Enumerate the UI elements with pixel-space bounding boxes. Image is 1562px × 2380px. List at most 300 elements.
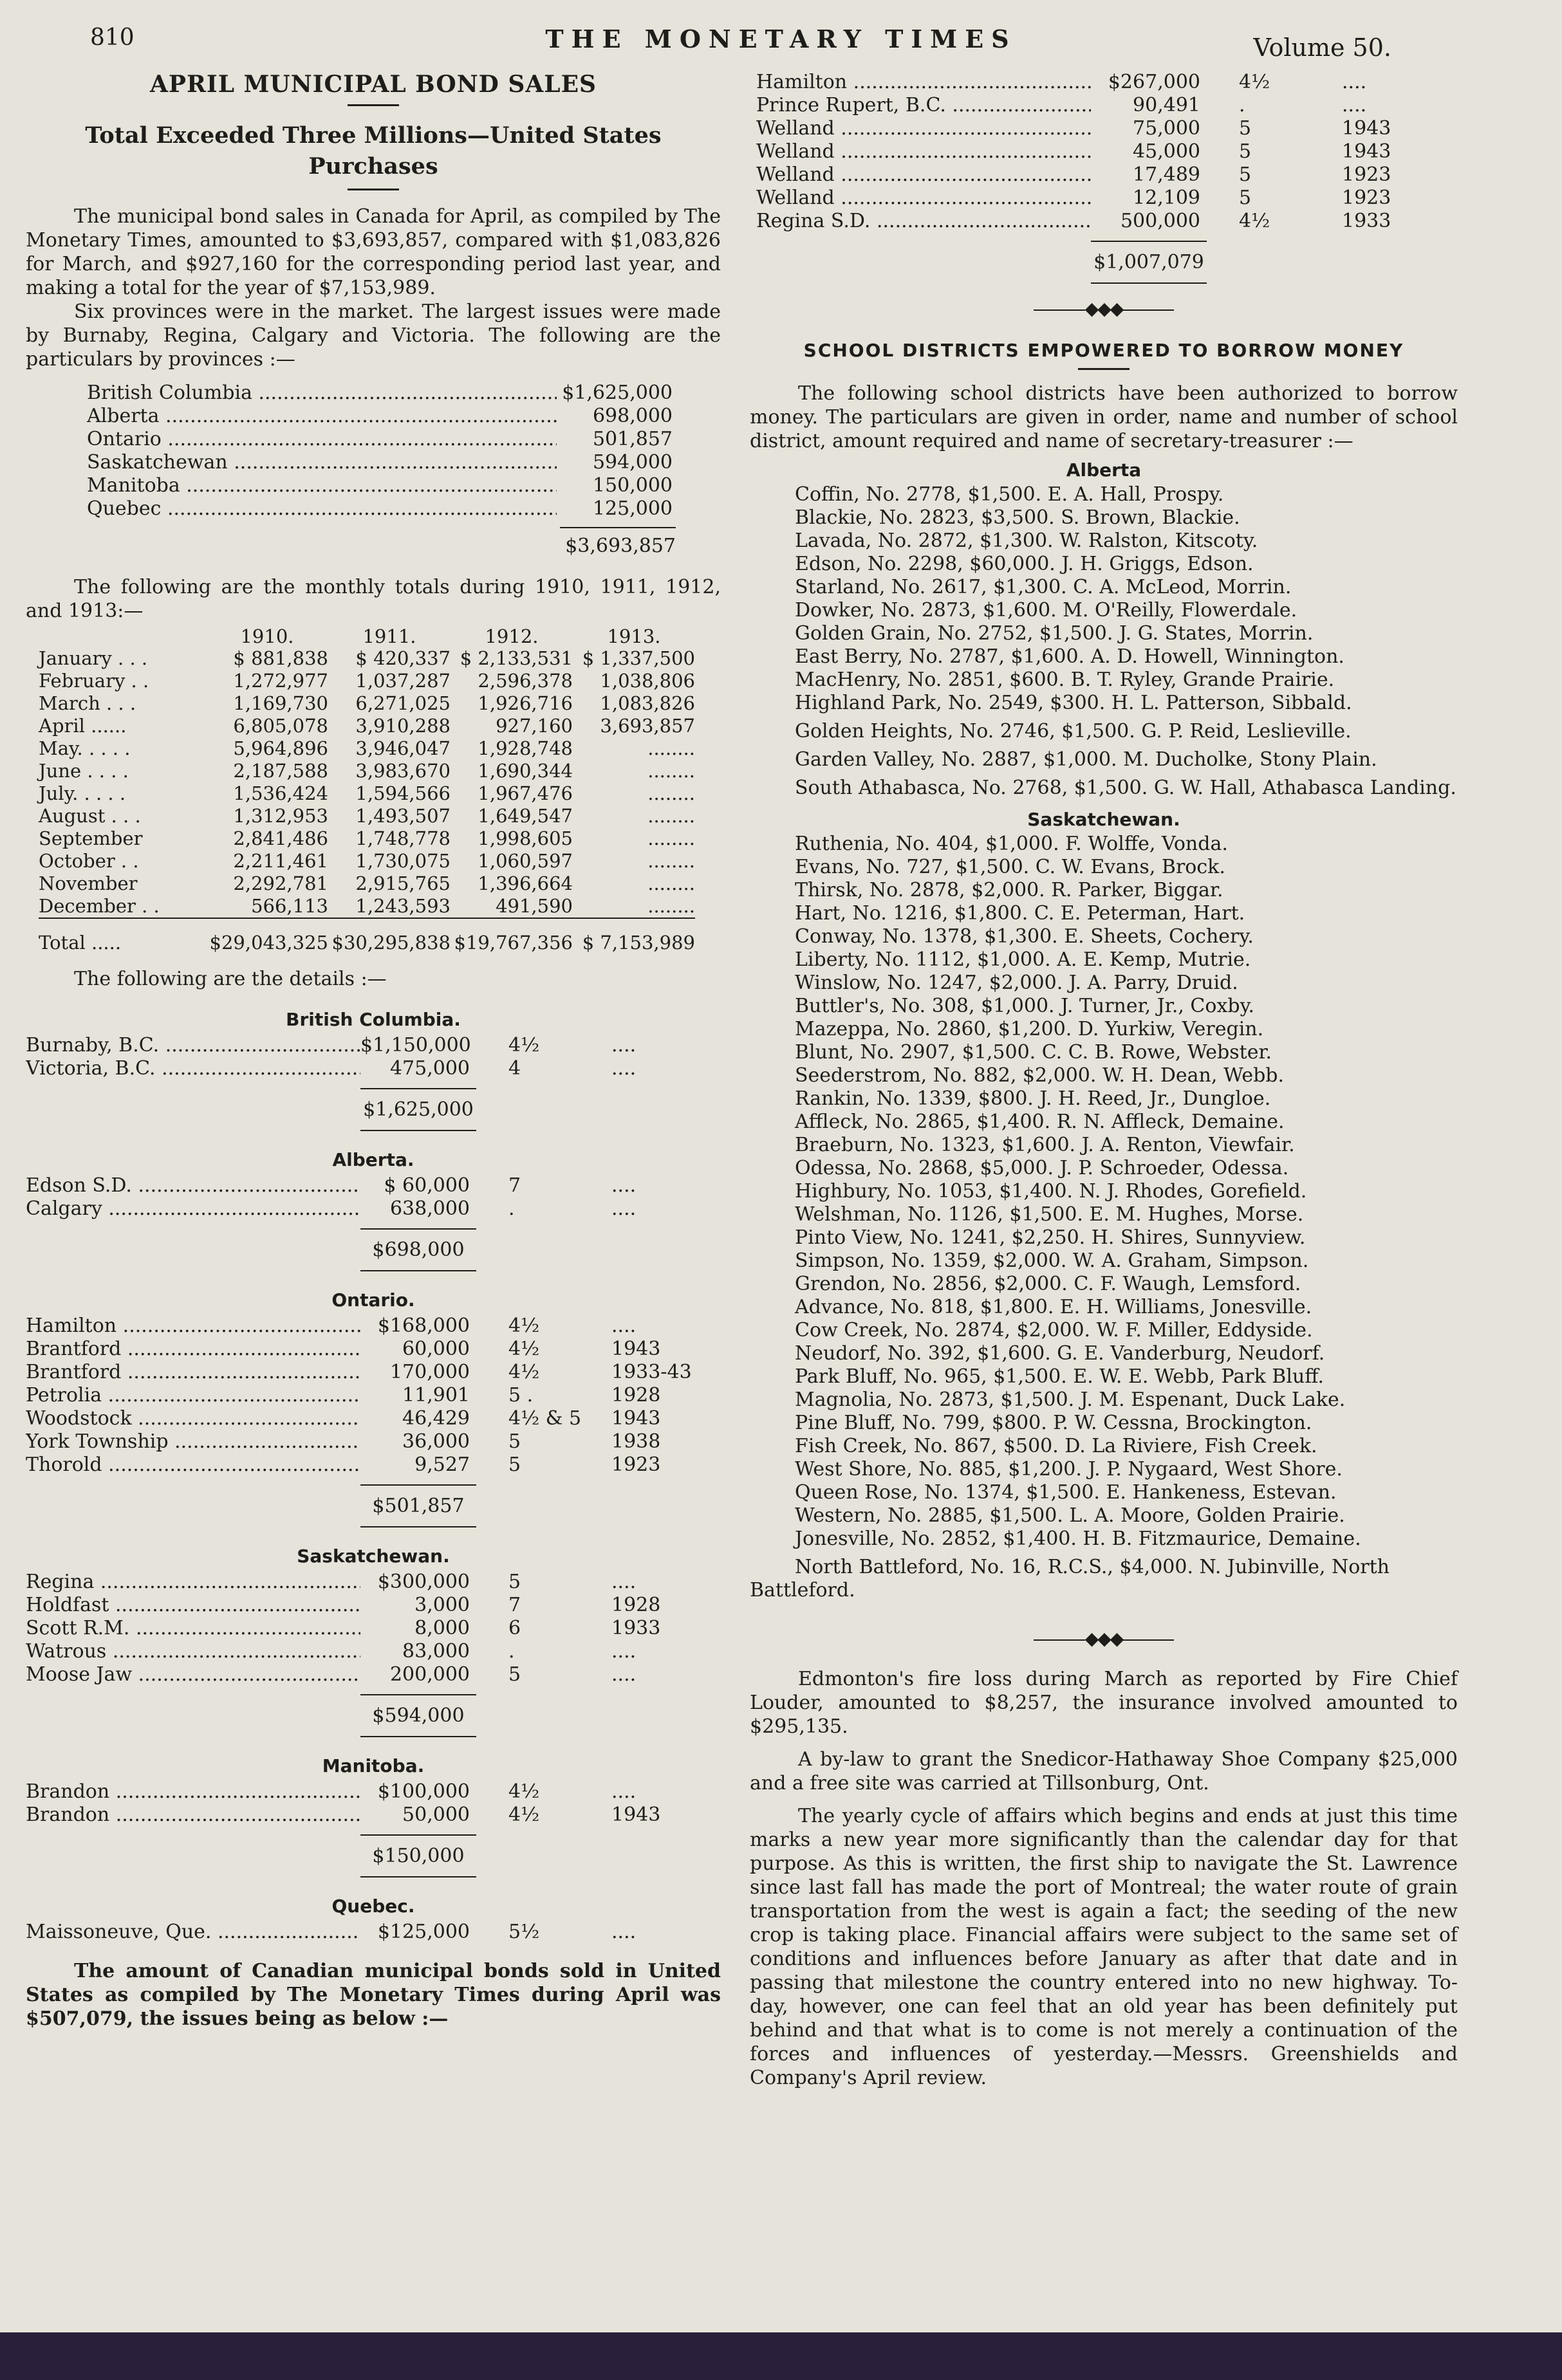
school-district-entry: Braeburn, No. 1323, $1,600. J. A. Renton, Viewfair. xyxy=(795,1134,1295,1156)
school-district-entry: North Battleford, No. 16, R.C.S., $4,000. N. Jubinville, North Battleford. xyxy=(750,1556,1390,1601)
volume-label: Volume 50. xyxy=(1253,33,1391,62)
month-label: February . . xyxy=(39,670,149,692)
alberta-school-list xyxy=(750,483,1458,692)
month-value: 6,271,025 xyxy=(355,692,451,714)
subtitle-rule xyxy=(348,189,399,190)
issue-amount: 8,000 xyxy=(414,1617,470,1639)
issue-amount: $1,150,000 xyxy=(360,1034,471,1056)
bond-issue-row xyxy=(26,1407,721,1430)
month-value: 1,926,716 xyxy=(478,692,573,714)
province-detail-heading: Alberta. xyxy=(332,1149,414,1170)
province-detail-heading: British Columbia. xyxy=(286,1009,461,1030)
month-label: December . . xyxy=(39,895,160,917)
school-district-entry: Hart, No. 1216, $1,800. C. E. Peterman, Hart. xyxy=(795,902,1245,925)
issue-rate: 5 xyxy=(1239,163,1252,186)
month-value: $ 2,133,531 xyxy=(460,647,573,669)
issue-maturity: .... xyxy=(611,1921,637,1943)
school-district-entry: Highland Park, No. 2549, $300. H. L. Patterson, Sibbald. xyxy=(795,692,1352,714)
right-column xyxy=(750,71,1458,2090)
province-summary-row xyxy=(87,451,673,474)
issue-amount: 75,000 xyxy=(1133,117,1200,140)
school-district-entry: Edson, No. 2298, $60,000. J. H. Griggs, Edson. xyxy=(795,553,1254,575)
section-ornament: ◆◆◆ xyxy=(750,298,1458,319)
school-district-entry: Jonesville, No. 2852, $1,400. H. B. Fitzmaurice, Demaine. xyxy=(795,1527,1361,1550)
issue-maturity: 1928 xyxy=(611,1384,661,1407)
province-name: Quebec ..... xyxy=(87,497,557,521)
province-detail-total: $501,857 xyxy=(360,1484,476,1527)
bond-issue-row xyxy=(26,1034,721,1057)
bond-issue-row xyxy=(26,1197,721,1221)
school-district-entry: Buttler's, No. 308, $1,000. J. Turner, Jr., Coxby. xyxy=(795,995,1255,1017)
us-issue-row xyxy=(756,210,1458,233)
year-header: 1910. xyxy=(240,625,294,647)
issue-maturity: 1933 xyxy=(1342,210,1391,232)
issue-amount: $100,000 xyxy=(377,1780,470,1803)
province-summary-row xyxy=(87,428,673,451)
month-value: 1,243,593 xyxy=(355,895,451,917)
edmonton-fire-item: Edmonton's fire loss during March as reported by Fire Chief Louder, amounted to $8,257, the insurance involved amounted to $295,135. xyxy=(750,1668,1458,1738)
issue-rate: 4½ xyxy=(508,1338,540,1360)
issue-rate: 6 xyxy=(508,1617,521,1639)
issue-name: Edson S.D. ..... xyxy=(26,1174,360,1197)
school-district-entry: Golden Heights, No. 2746, $1,500. G. P. Reid, Leslieville. xyxy=(795,720,1352,743)
title-rule xyxy=(348,104,399,106)
issue-amount: $300,000 xyxy=(377,1571,470,1593)
issue-amount: 475,000 xyxy=(389,1057,470,1080)
month-value: 1,998,605 xyxy=(478,827,573,849)
news-ornament: ◆◆◆ xyxy=(750,1628,1458,1649)
issue-amount: 36,000 xyxy=(402,1430,470,1453)
province-summary-list xyxy=(87,382,673,521)
total-label: Total ..... xyxy=(39,918,206,954)
school-district-entry: Western, No. 2885, $1,500. L. A. Moore, Golden Prairie. xyxy=(795,1504,1345,1527)
month-value: 3,983,670 xyxy=(355,760,451,782)
article-title: APRIL MUNICIPAL BOND SALES xyxy=(149,71,597,98)
month-value: 1,536,424 xyxy=(233,782,328,804)
month-value: 6,805,078 xyxy=(233,715,328,737)
issue-rate: 5 xyxy=(508,1571,521,1593)
total-value: $30,295,838 xyxy=(328,918,451,954)
province-summary-row xyxy=(87,405,673,428)
issue-rate: 4½ xyxy=(508,1780,540,1803)
province-detail-heading: Manitoba. xyxy=(322,1755,425,1776)
month-value: 1,594,566 xyxy=(355,782,451,804)
province-amount: 150,000 xyxy=(592,474,673,497)
issue-name: Holdfast ..... xyxy=(26,1594,360,1617)
issue-maturity: 1943 xyxy=(611,1338,661,1360)
issue-rate: 4½ xyxy=(508,1034,540,1056)
monthly-row xyxy=(39,647,695,670)
province-amount: 501,857 xyxy=(592,428,673,450)
issue-amount: 50,000 xyxy=(402,1803,470,1826)
month-value: 1,730,075 xyxy=(355,850,451,872)
school-district-entry: Blunt, No. 2907, $1,500. C. C. B. Rowe, Webster. xyxy=(795,1041,1272,1064)
masthead: THE MONETARY TIMES xyxy=(545,24,1017,53)
issue-maturity: 1943 xyxy=(1342,117,1391,140)
issue-maturity: .... xyxy=(611,1780,637,1803)
left-column xyxy=(26,71,721,2031)
province-summary-row xyxy=(87,497,673,521)
bond-issue-row xyxy=(26,1571,721,1594)
bond-issue-row xyxy=(26,1640,721,1663)
issue-amount: 11,901 xyxy=(402,1384,470,1407)
monthly-header-row xyxy=(39,625,695,647)
issue-amount: 200,000 xyxy=(389,1663,470,1686)
monthly-row xyxy=(39,872,695,895)
province-amount: $1,625,000 xyxy=(562,382,673,404)
issue-name: Welland ..... xyxy=(756,187,1091,210)
page-number: 810 xyxy=(90,24,135,51)
issue-rate: 4 xyxy=(508,1057,521,1080)
issue-rate: 4½ xyxy=(1239,71,1270,93)
issue-name: Welland ..... xyxy=(756,163,1091,187)
intro-paragraph: The municipal bond sales in Canada for April, as compiled by The Monetary Times, amounted to $3,693,857, compared with $1,083,826 for March, and $927,160 for the corresponding period last year, and making a total for the year of $7,153,989. xyxy=(26,205,721,299)
month-value: 1,038,806 xyxy=(600,670,695,692)
month-value: 2,187,588 xyxy=(233,760,328,782)
bond-issue-row xyxy=(26,1338,721,1361)
bond-issue-row xyxy=(26,1921,721,1944)
bond-issue-row xyxy=(26,1361,721,1384)
alberta-heading: Alberta xyxy=(1066,459,1142,481)
bond-issue-row xyxy=(26,1803,721,1827)
us-issue-row xyxy=(756,117,1458,140)
bond-issue-row xyxy=(26,1315,721,1338)
issue-amount: 90,491 xyxy=(1133,94,1200,116)
month-value: 1,060,597 xyxy=(478,850,573,872)
month-value: 1,748,778 xyxy=(355,827,451,849)
province-detail-total: $1,625,000 xyxy=(360,1088,476,1131)
us-issue-row xyxy=(756,163,1458,187)
issue-name: Scott R.M. ..... xyxy=(26,1617,360,1640)
saskatchewan-heading: Saskatchewan. xyxy=(1027,809,1180,830)
month-value: 1,493,507 xyxy=(355,805,451,827)
school-district-entry: Ruthenia, No. 404, $1,000. F. Wolffe, Vonda. xyxy=(795,833,1228,855)
month-value: ........ xyxy=(647,737,695,759)
school-district-entry: South Athabasca, No. 2768, $1,500. G. W. Hall, Athabasca Landing. xyxy=(795,777,1456,799)
issue-maturity: 1943 xyxy=(611,1803,661,1826)
school-district-entry: Fish Creek, No. 867, $500. D. La Riviere, Fish Creek. xyxy=(795,1435,1317,1457)
issue-maturity: .... xyxy=(611,1315,637,1337)
issue-amount: 83,000 xyxy=(402,1640,470,1663)
issue-rate: 7 xyxy=(508,1174,521,1197)
monthly-row xyxy=(39,670,695,692)
school-district-entry: Blackie, No. 2823, $3,500. S. Brown, Blackie. xyxy=(795,506,1240,529)
us-issue-row xyxy=(756,94,1458,117)
total-value: $19,767,356 xyxy=(451,918,573,954)
province-name: Alberta ..... xyxy=(87,405,557,428)
month-value: 491,590 xyxy=(496,895,573,917)
bond-issue-row xyxy=(26,1174,721,1197)
province-amount: 125,000 xyxy=(592,497,673,520)
province-detail-heading: Quebec. xyxy=(331,1896,415,1917)
month-value: ........ xyxy=(647,895,695,917)
us-paragraph: The amount of Canadian municipal bonds sold in United States as compiled by The Monetary Times during April was $507,079, the issues being as below :— xyxy=(26,1960,721,2030)
issue-name: Woodstock ..... xyxy=(26,1407,360,1430)
school-district-entry: Queen Rose, No. 1374, $1,500. E. Hankeness, Estevan. xyxy=(795,1481,1337,1504)
issue-rate: 5 . xyxy=(508,1384,534,1407)
issue-amount: 3,000 xyxy=(414,1594,470,1616)
issue-maturity: .... xyxy=(611,1174,637,1197)
issue-maturity: 1923 xyxy=(1342,187,1391,209)
issue-name: Brandon ..... xyxy=(26,1803,360,1827)
month-value: 566,113 xyxy=(251,895,328,917)
month-value: 2,211,461 xyxy=(233,850,328,872)
issue-name: Hamilton ..... xyxy=(26,1315,360,1338)
monthly-row xyxy=(39,760,695,782)
month-value: $ 420,337 xyxy=(355,647,451,669)
month-value: 5,964,896 xyxy=(233,737,328,759)
saskatchewan-school-list xyxy=(750,833,1458,1527)
issue-maturity: .... xyxy=(611,1034,637,1056)
month-value: $ 881,838 xyxy=(233,647,328,669)
issue-name: York Township ..... xyxy=(26,1430,360,1453)
bond-issue-row xyxy=(26,1663,721,1686)
month-value: 1,169,730 xyxy=(233,692,328,714)
issue-name: Thorold ..... xyxy=(26,1453,360,1477)
monthly-paragraph: The following are the monthly totals during 1910, 1911, 1912, and 1913:— xyxy=(26,576,721,622)
issue-amount: $267,000 xyxy=(1108,71,1200,93)
school-district-entry: Neudorf, No. 392, $1,600. G. E. Vanderburg, Neudorf. xyxy=(795,1342,1325,1365)
school-district-entry: East Berry, No. 2787, $1,600. A. D. Howell, Winnington. xyxy=(795,645,1344,668)
issue-rate: 5½ xyxy=(508,1921,540,1943)
month-value: 1,037,287 xyxy=(355,670,451,692)
bond-issue-row xyxy=(26,1617,721,1640)
issue-name: Burnaby, B.C. ..... xyxy=(26,1034,360,1057)
month-value: 1,312,953 xyxy=(233,805,328,827)
monthly-row xyxy=(39,895,695,918)
month-label: April ...... xyxy=(39,715,127,737)
bond-issue-row xyxy=(26,1453,721,1477)
school-district-entry: Simpson, No. 1359, $2,000. W. A. Graham, Simpson. xyxy=(795,1250,1309,1272)
school-district-entry: Rankin, No. 1339, $800. J. H. Reed, Jr., Dungloe. xyxy=(795,1087,1271,1110)
issue-name: Maissoneuve, Que. ..... xyxy=(26,1921,360,1944)
issue-name: Regina ..... xyxy=(26,1571,360,1594)
school-district-entry: Coffin, No. 2778, $1,500. E. A. Hall, Prospy. xyxy=(795,483,1224,506)
issue-rate: 5 xyxy=(1239,117,1252,140)
month-label: March . . . xyxy=(39,692,136,714)
month-value: 2,292,781 xyxy=(233,872,328,894)
issue-maturity: 1933 xyxy=(611,1617,661,1639)
province-name: Ontario ..... xyxy=(87,428,557,451)
us-issue-row xyxy=(756,140,1458,163)
month-value: ........ xyxy=(647,850,695,872)
school-district-entry: Seederstrom, No. 882, $2,000. W. H. Dean, Webb. xyxy=(795,1064,1285,1087)
province-detail-heading: Ontario. xyxy=(331,1289,415,1311)
school-intro: The following school districts have been authorized to borrow money. The particulars are given in order, name and number of school district, amount required and name of secretary-treasurer :— xyxy=(750,382,1458,452)
province-detail-heading: Saskatchewan. xyxy=(297,1545,450,1567)
school-districts-title: SCHOOL DISTRICTS EMPOWERED TO BORROW MONEY xyxy=(803,340,1404,361)
issue-amount: 638,000 xyxy=(389,1197,470,1220)
school-district-entry: Pinto View, No. 1241, $2,250. H. Shires, Sunnyview. xyxy=(795,1226,1306,1249)
issue-name: Watrous ..... xyxy=(26,1640,360,1663)
monthly-row xyxy=(39,782,695,805)
issue-amount: 45,000 xyxy=(1133,140,1200,163)
issue-name: Welland ..... xyxy=(756,140,1091,163)
issue-name: Brantford ..... xyxy=(26,1338,360,1361)
month-value: 1,928,748 xyxy=(478,737,573,759)
month-label: June . . . . xyxy=(39,760,129,782)
school-district-entry: Advance, No. 818, $1,800. E. H. Williams, Jonesville. xyxy=(795,1296,1312,1318)
month-value: 1,967,476 xyxy=(478,782,573,804)
month-value: ........ xyxy=(647,872,695,894)
issue-rate: 7 xyxy=(508,1594,521,1616)
issue-amount: 46,429 xyxy=(402,1407,470,1430)
us-issue-row xyxy=(756,187,1458,210)
issue-name: Victoria, B.C. ..... xyxy=(26,1057,360,1080)
issue-amount: 9,527 xyxy=(414,1453,470,1476)
month-value: ........ xyxy=(647,782,695,804)
province-name: Saskatchewan ..... xyxy=(87,451,557,474)
bond-issue-row xyxy=(26,1594,721,1617)
issue-rate: . xyxy=(1239,94,1245,116)
issue-amount: 12,109 xyxy=(1133,187,1200,209)
issue-amount: $125,000 xyxy=(377,1921,470,1943)
issue-amount: 500,000 xyxy=(1120,210,1200,232)
bond-issue-row xyxy=(26,1780,721,1803)
province-detail-total: $150,000 xyxy=(360,1834,476,1877)
issue-name: Moose Jaw ..... xyxy=(26,1663,360,1686)
school-district-entry: Evans, No. 727, $1,500. C. W. Evans, Brock. xyxy=(795,856,1225,878)
issue-name: Hamilton ..... xyxy=(756,71,1091,94)
school-district-entry: Golden Grain, No. 2752, $1,500. J. G. States, Morrin. xyxy=(795,622,1314,645)
issue-name: Regina S.D. ..... xyxy=(756,210,1091,233)
school-district-entry: Park Bluff, No. 965, $1,500. E. W. E. Webb, Park Bluff. xyxy=(795,1365,1325,1388)
province-summary-total: $3,693,857 xyxy=(560,527,676,557)
monthly-row xyxy=(39,850,695,872)
province-summary-row xyxy=(87,474,673,497)
month-label: July. . . . . xyxy=(39,782,126,804)
month-value: 3,910,288 xyxy=(355,715,451,737)
year-header: 1912. xyxy=(485,625,539,647)
issue-maturity: 1943 xyxy=(1342,140,1391,163)
monthly-row xyxy=(39,805,695,827)
issue-maturity: 1923 xyxy=(1342,163,1391,186)
issue-name: Calgary ..... xyxy=(26,1197,360,1221)
issue-amount: 17,489 xyxy=(1133,163,1200,186)
us-issue-row xyxy=(756,71,1458,94)
april-review-item: The yearly cycle of affairs which begins and ends at just this time marks a new year more significantly than the calendar day for that purpose. As this is written, the first ship to navigate the St. Lawrence since last fall has made the port of Montreal; the water route of grain transportation from the west is again a fact; the seeding of the new crop is taking place. Financial affairs were subject to the same set of conditions and influences before January as after that date and in passing that milestone the country entered into no new highway. To-day, however, one can feel that an old year has been definitely put behind and that what is to come is not merely a continuation of the forces and influences of yesterday.—Messrs. Greenshields and Company's April review. xyxy=(750,1805,1458,2089)
school-district-entry: Grendon, No. 2856, $2,000. C. F. Waugh, Lemsford. xyxy=(795,1273,1301,1295)
monthly-totals-table xyxy=(39,625,695,954)
month-value: 927,160 xyxy=(496,715,573,737)
issue-maturity: 1938 xyxy=(611,1430,661,1453)
issue-rate: 5 xyxy=(508,1453,521,1476)
school-district-entry: Highbury, No. 1053, $1,400. N. J. Rhodes, Gorefield. xyxy=(795,1180,1307,1203)
issue-rate: 4½ xyxy=(508,1361,540,1383)
school-district-entry: Mazeppa, No. 2860, $1,200. D. Yurkiw, Veregin. xyxy=(795,1018,1264,1040)
school-district-entry: Winslow, No. 1247, $2,000. J. A. Parry, Druid. xyxy=(795,972,1238,994)
issue-rate: 4½ & 5 xyxy=(508,1407,582,1430)
issue-maturity: 1943 xyxy=(611,1407,661,1430)
school-district-entry: Odessa, No. 2868, $5,000. J. P. Schroeder, Odessa. xyxy=(795,1157,1289,1179)
us-issues-total: $1,007,079 xyxy=(1091,241,1207,284)
issue-name: Brandon ..... xyxy=(26,1780,360,1803)
school-district-entry: Conway, No. 1378, $1,300. E. Sheets, Cochery. xyxy=(795,925,1254,948)
bond-issue-row xyxy=(26,1384,721,1407)
total-value: $29,043,325 xyxy=(206,918,328,954)
provinces-paragraph: Six provinces were in the market. The largest issues were made by Burnaby, Regina, Calgary and Victoria. The following are the particulars by provinces :— xyxy=(26,300,721,371)
monthly-row xyxy=(39,692,695,715)
article-subtitle: Total Exceeded Three Millions—United States Purchases xyxy=(85,122,662,180)
issue-amount: $ 60,000 xyxy=(384,1174,470,1197)
province-summary-row xyxy=(87,382,673,405)
bond-issue-row xyxy=(26,1430,721,1453)
monthly-row xyxy=(39,737,695,760)
school-district-entry: MacHenry, No. 2851, $600. B. T. Ryley, Grande Prairie. xyxy=(795,669,1335,691)
school-district-entry: Garden Valley, No. 2887, $1,000. M. Ducholke, Stony Plain. xyxy=(795,748,1377,771)
month-value: ........ xyxy=(647,760,695,782)
month-value: $ 1,337,500 xyxy=(582,647,695,669)
month-label: August . . . xyxy=(39,805,141,827)
month-value: 2,841,486 xyxy=(233,827,328,849)
month-value: 1,083,826 xyxy=(600,692,695,714)
month-value: 1,396,664 xyxy=(478,872,573,894)
issue-maturity: .... xyxy=(1342,71,1367,93)
school-title-rule xyxy=(1078,368,1130,370)
school-district-entry: Dowker, No. 2873, $1,600. M. O'Reilly, Flowerdale. xyxy=(795,599,1297,622)
issue-maturity: .... xyxy=(611,1571,637,1593)
issue-name: Welland ..... xyxy=(756,117,1091,140)
monthly-header-blank xyxy=(39,625,206,647)
issue-rate: 5 xyxy=(1239,187,1252,209)
school-district-entry: West Shore, No. 885, $1,200. J. P. Nygaard, West Shore. xyxy=(795,1458,1343,1481)
issue-maturity: 1928 xyxy=(611,1594,661,1616)
details-section xyxy=(26,1009,721,1944)
province-amount: 698,000 xyxy=(592,405,673,427)
details-intro: The following are the details :— xyxy=(74,968,387,990)
issue-name: Petrolia ..... xyxy=(26,1384,360,1407)
province-amount: 594,000 xyxy=(592,451,673,474)
province-detail-total: $698,000 xyxy=(360,1228,476,1271)
issue-amount: 60,000 xyxy=(402,1338,470,1360)
issue-rate: . xyxy=(508,1197,515,1220)
month-value: 2,915,765 xyxy=(355,872,451,894)
us-issues-list xyxy=(750,71,1458,233)
issue-maturity: .... xyxy=(611,1057,637,1080)
month-value: 3,946,047 xyxy=(355,737,451,759)
issue-rate: 5 xyxy=(508,1663,521,1686)
issue-name: Brantford ..... xyxy=(26,1361,360,1384)
monthly-row xyxy=(39,715,695,737)
year-header: 1911. xyxy=(362,625,416,647)
issue-rate: 4½ xyxy=(508,1803,540,1826)
issue-amount: 170,000 xyxy=(389,1361,470,1383)
total-value: $ 7,153,989 xyxy=(573,918,695,954)
school-district-entry: Cow Creek, No. 2874, $2,000. W. F. Miller, Eddyside. xyxy=(795,1319,1313,1342)
issue-maturity: 1923 xyxy=(611,1453,661,1476)
month-label: September xyxy=(39,827,143,849)
province-name: British Columbia ..... xyxy=(87,382,557,405)
month-label: November xyxy=(39,872,138,894)
saskatchewan-school-list-long xyxy=(750,1527,1458,1602)
school-district-entry: Liberty, No. 1112, $1,000. A. E. Kemp, Mutrie. xyxy=(795,948,1251,971)
month-label: October . . xyxy=(39,850,139,872)
month-value: 3,693,857 xyxy=(600,715,695,737)
monthly-total-row xyxy=(39,918,695,954)
issue-rate: 5 xyxy=(508,1430,521,1453)
year-header: 1913. xyxy=(607,625,661,647)
month-value: ........ xyxy=(647,827,695,849)
monthly-row xyxy=(39,827,695,850)
month-value: 2,596,378 xyxy=(478,670,573,692)
month-value: ........ xyxy=(647,805,695,827)
province-detail-total: $594,000 xyxy=(360,1694,476,1737)
issue-maturity: .... xyxy=(1342,94,1367,116)
month-value: 1,272,977 xyxy=(233,670,328,692)
alberta-school-list-long xyxy=(750,692,1458,800)
issue-maturity: .... xyxy=(611,1663,637,1686)
school-district-entry: Thirsk, No. 2878, $2,000. R. Parker, Biggar. xyxy=(795,879,1223,901)
